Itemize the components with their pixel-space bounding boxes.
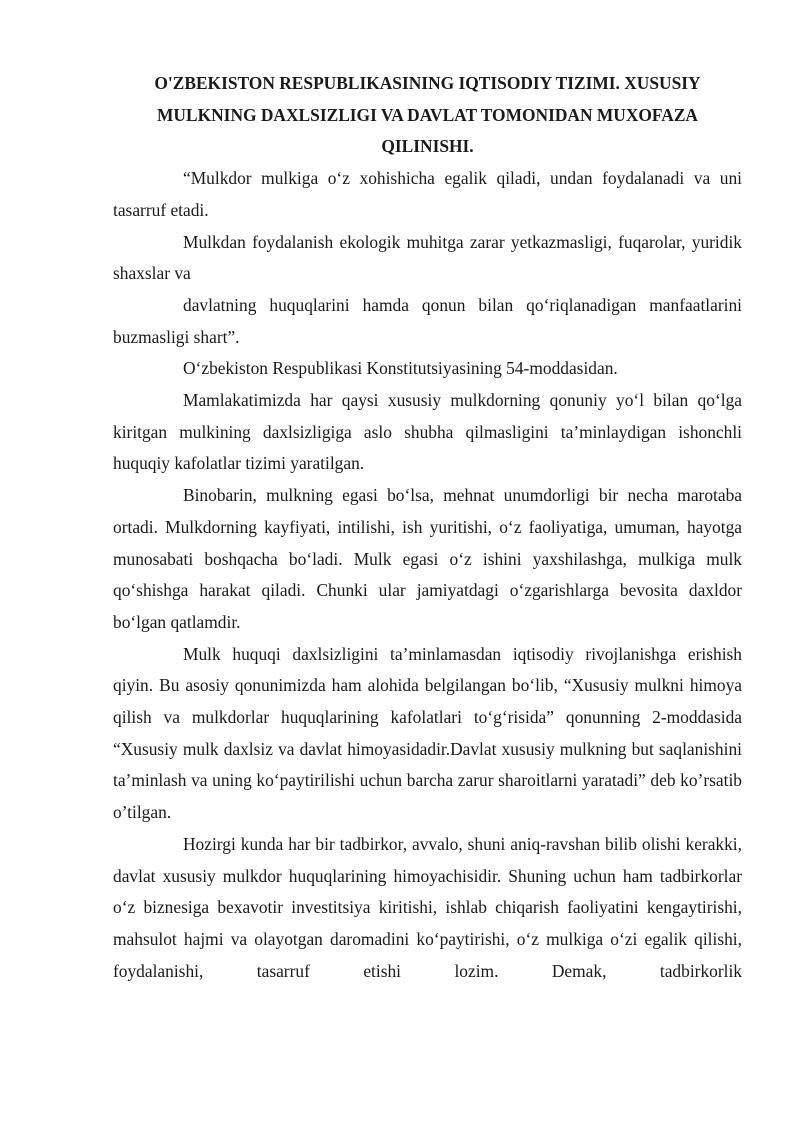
paragraph-quote-2: Mulkdan foydalanish ekologik muhitga zarar yetkazmasligi, fuqarolar, yuridik shaxslar va	[113, 231, 742, 284]
document-page	[113, 68, 742, 987]
paragraph-source: O‘zbekiston Respublikasi Konstitutsiyasining 54-moddasidan.	[183, 358, 618, 379]
paragraph-body-2: Binobarin, mulkning egasi bo‘lsa, mehnat unumdorligi bir necha marotaba ortadi. Mulkdorning kayfiyati, intilishi, ish yuritishi, o‘z faoliyatiga, umuman, hayotga munosabati boshqacha bo‘ladi. Mulk egasi o‘z ishini yaxshilashga, mulkiga mulk qo‘shishga harakat qiladi. Chunki ular jamiyatdagi o‘zgarishlarga bevosita daxldor bo‘lgan qatlamdir.	[113, 485, 742, 632]
paragraph-quote-1: “Mulkdor mulkiga o‘z xohishicha egalik qiladi, undan foydalanadi va uni tasarruf etadi.	[113, 168, 742, 220]
document-title: O'ZBEKISTON RESPUBLIKASINING IQTISODIY TIZIMI. XUSUSIY MULKNING DAXLSIZLIGI VA DAVLAT TOMONIDAN MUXOFAZA QILINISHI.	[154, 73, 701, 157]
paragraph-body-1: Mamlakatimizda har qaysi xususiy mulkdorning qonuniy yo‘l bilan qo‘lga kiritgan mulkining daxlsizligiga aslo shubha qilmasligini ta’minlaydigan ishonchli huquqiy kafolatlar tizimi yaratilgan.	[113, 390, 742, 474]
paragraph-body-4: Hozirgi kunda har bir tadbirkor, avvalo, shuni aniq-ravshan bilib olishi kerakki, davlat xususiy mulkdor huquqlarining himoyachisidir. Shuning uchun ham tadbirkorlar o‘z biznesiga bexavotir investitsiya kiritishi, ishlab chiqarish faoliyatini kengaytirishi, mahsulot hajmi va olayotgan daromadini ko‘paytirishi, o‘z mulkiga o‘zi egalik qilishi, foydalanishi, tasarruf etishi lozim. Demak, tadbirkorlik	[113, 833, 742, 981]
paragraph-body-3: Mulk huquqi daxlsizligini ta’minlamasdan iqtisodiy rivojlanishga erishish qiyin. Bu asosiy qonunimizda ham alohida belgilangan bo‘lib, “Xususiy mulkni himoya qilish va mulkdorlar huquqlarining kafolatlari to‘g‘risida” qonunning 2-moddasida “Xususiy mulk daxlsiz va davlat himoyasidadir.Davlat xususiy mulkning but saqlanishini ta’minlash va uning ko‘paytirilishi uchun barcha zarur sharoitlarni yaratadi” deb ko’rsatib o’tilgan.	[113, 643, 742, 823]
paragraph-quote-3: davlatning huquqlarini hamda qonun bilan qo‘riqlanadigan manfaatlarini buzmasligi shart”.	[113, 294, 742, 347]
